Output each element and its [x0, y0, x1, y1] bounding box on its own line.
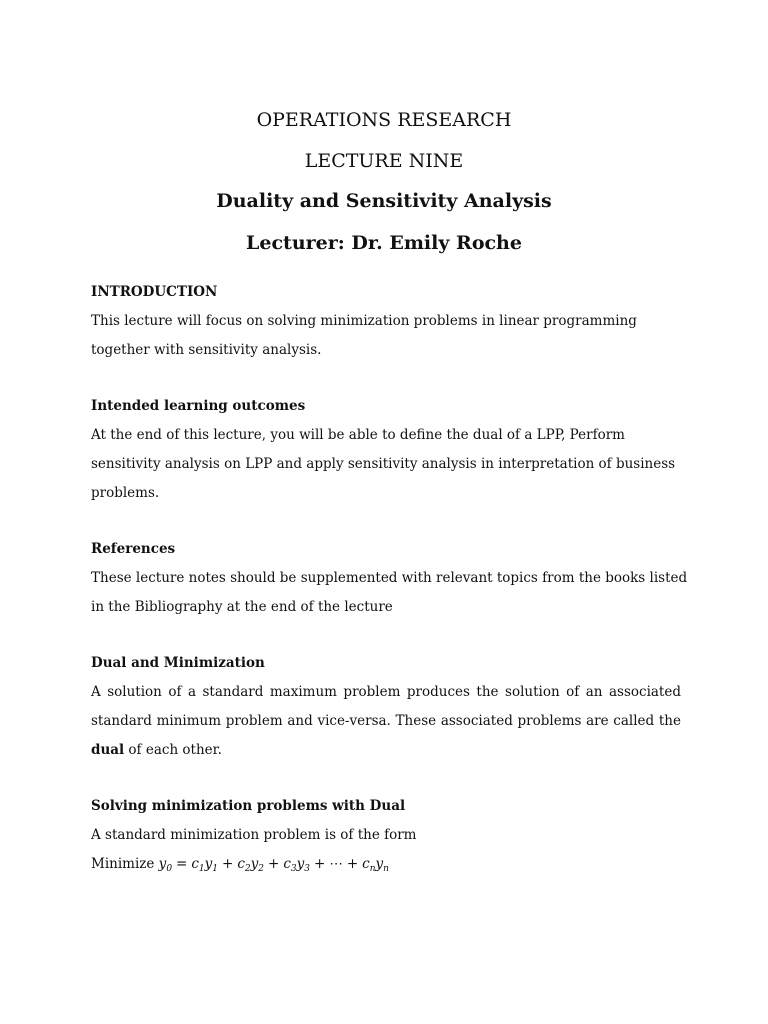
dual-minimization-paragraph [91, 678, 681, 765]
solving-heading: Solving minimization problems with Dual [91, 798, 406, 814]
outcomes-line: At the end of this lecture, you will be able to define the dual of a LPP, Perform [91, 427, 625, 443]
lecture-topic: Duality and Sensitivity Analysis [216, 190, 552, 212]
objective-formula: $y_0 = c_1y_1 + c_2y_2 + c_3y_3$ + ⋯ + $c_ny_n$ [158, 856, 389, 874]
introduction-heading: INTRODUCTION [91, 284, 218, 300]
course-title: OPERATIONS RESEARCH [256, 109, 512, 131]
introduction-paragraph [91, 307, 681, 365]
dual-minimization-heading: Dual and Minimization [91, 655, 265, 671]
outcomes-line: problems. [91, 485, 160, 501]
solving-intro-line: A standard minimization problem is of the form [91, 827, 417, 843]
references-heading: References [91, 541, 176, 557]
introduction-line: This lecture will focus on solving minimization problems in linear programming [91, 313, 637, 329]
outcomes-paragraph [91, 421, 681, 508]
objective-function [91, 850, 681, 879]
minimize-label: Minimize [91, 856, 159, 872]
references-line: These lecture notes should be supplemented with relevant topics from the books listed [91, 570, 688, 586]
solving-paragraph [91, 821, 681, 879]
lecturer-name: Lecturer: Dr. Emily Roche [246, 232, 522, 254]
outcomes-heading: Intended learning outcomes [91, 398, 306, 414]
dual-minimization-line: standard minimum problem and vice-versa. These associated problems are called the [91, 713, 681, 729]
dual-minimization-line [91, 736, 681, 765]
lecture-number: LECTURE NINE [304, 150, 464, 172]
dual-line-rest: of each other. [124, 742, 222, 758]
dual-minimization-line: A solution of a standard maximum problem produces the solution of an associated [91, 684, 681, 700]
dual-term: dual [91, 742, 125, 758]
references-line: in the Bibliography at the end of the lecture [91, 599, 393, 615]
introduction-line: together with sensitivity analysis. [91, 342, 322, 358]
references-paragraph [91, 564, 688, 622]
outcomes-line: sensitivity analysis on LPP and apply sensitivity analysis in interpretation of business [91, 456, 676, 472]
